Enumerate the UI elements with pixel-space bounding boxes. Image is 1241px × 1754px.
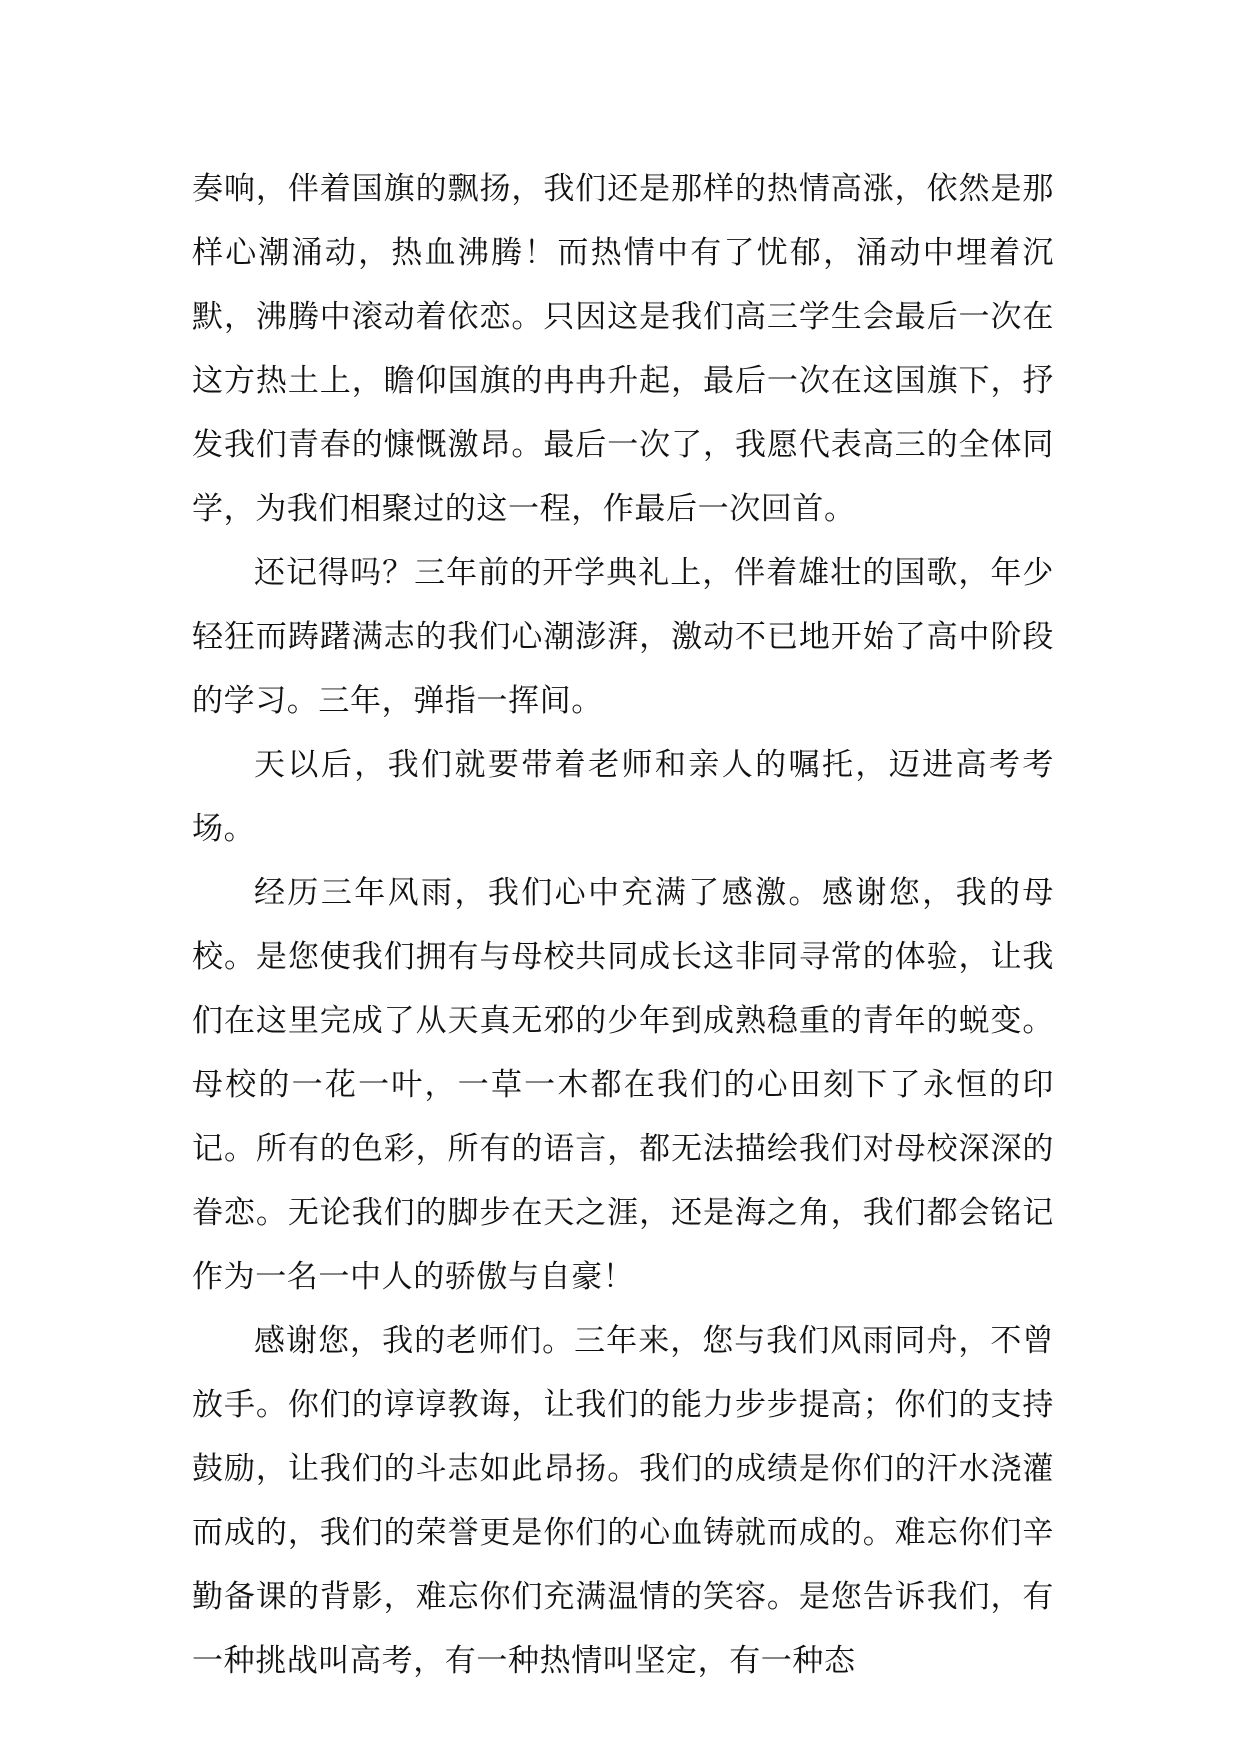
paragraph-5: 感谢您，我的老师们。三年来，您与我们风雨同舟，不曾放手。你们的谆谆教诲，让我们的能力步步提高；你们的支持鼓励，让我们的斗志如此昂扬。我们的成绩是你们的汗水浇灌而成的，我们的荣誉更是你们的心血铸就而成的。难忘你们辛勤备课的背影，难忘你们充满温情的笑容。是您告诉我们，有一种挑战叫高考，有一种热情叫坚定，有一种态 [192, 1323, 1054, 1679]
paragraph-2: 还记得吗？三年前的开学典礼上，伴着雄壮的国歌，年少轻狂而踌躇满志的我们心潮澎湃，激动不已地开始了高中阶段的学习。三年，弹指一挥间。 [192, 555, 1054, 719]
paragraph-4: 经历三年风雨，我们心中充满了感激。感谢您，我的母校。是您使我们拥有与母校共同成长这非同寻常的体验，让我们在这里完成了从天真无邪的少年到成熟稳重的青年的蜕变。母校的一花一叶，一草一木都在我们的心田刻下了永恒的印记。所有的色彩，所有的语言，都无法描绘我们对母校深深的眷恋。无论我们的脚步在天之涯，还是海之角，我们都会铭记作为一名一中人的骄傲与自豪！ [192, 875, 1054, 1295]
document-body [192, 157, 1054, 1693]
paragraph-3: 天以后，我们就要带着老师和亲人的嘱托，迈进高考考场。 [192, 747, 1054, 847]
paragraph-1: 奏响，伴着国旗的飘扬，我们还是那样的热情高涨，依然是那样心潮涌动，热血沸腾！而热情中有了忧郁，涌动中埋着沉默，沸腾中滚动着依恋。只因这是我们高三学生会最后一次在这方热土上，瞻仰国旗的冉冉升起，最后一次在这国旗下，抒发我们青春的慷慨激昂。最后一次了，我愿代表高三的全体同学，为我们相聚过的这一程，作最后一次回首。 [192, 171, 1054, 527]
